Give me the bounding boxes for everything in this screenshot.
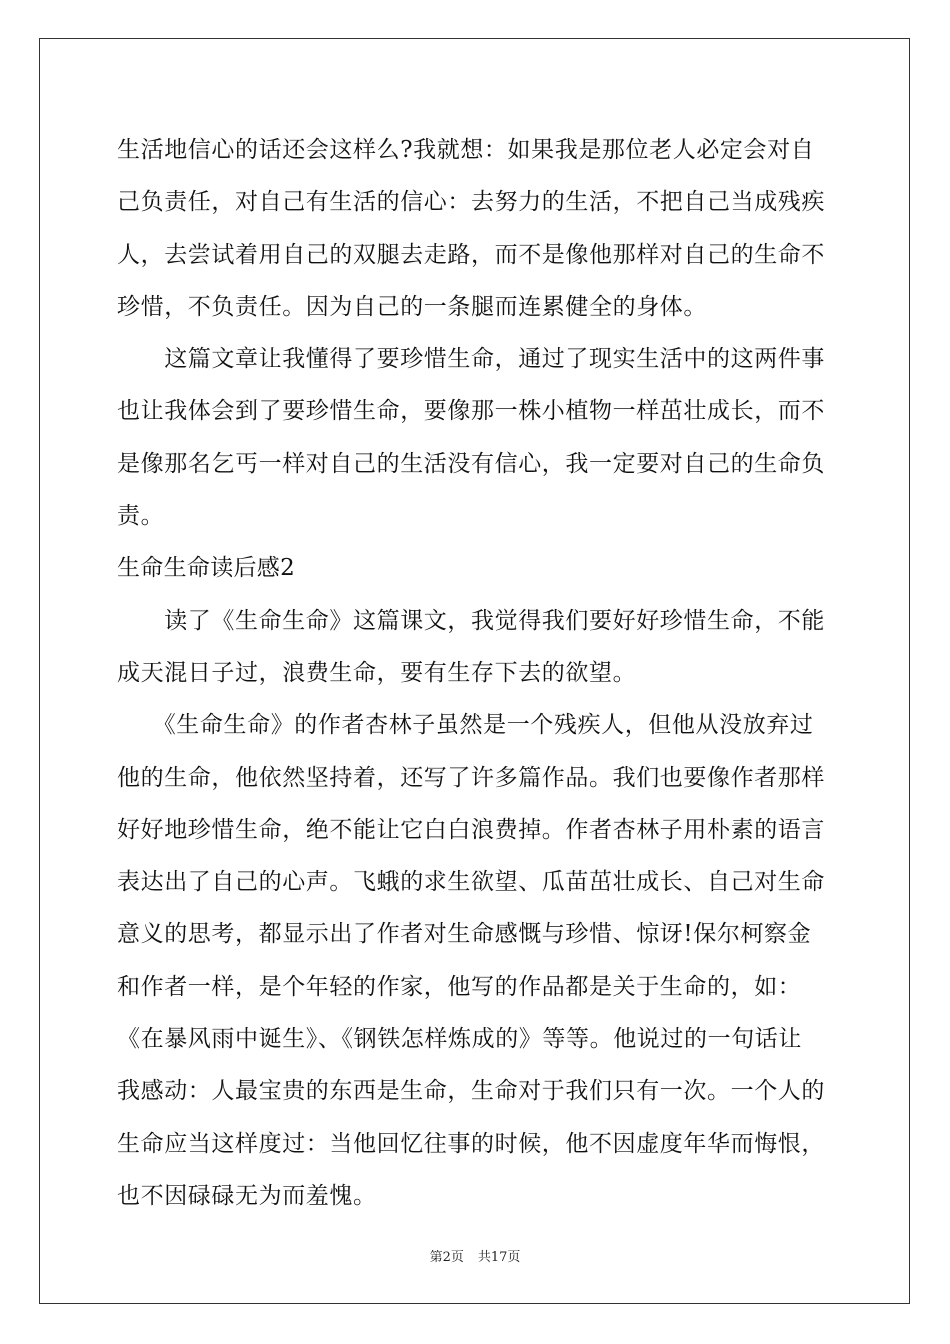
text-line: 是像那名乞丐一样对自己的生活没有信心，我一定要对自己的生命负: [117, 450, 825, 477]
paragraph: [117, 124, 833, 333]
text-line: 珍惜，不负责任。因为自己的一条腿而连累健全的身体。: [117, 293, 707, 320]
text-line: 《在暴风雨中诞生》、《钢铁怎样炼成的》等等。他说过的一句话让: [117, 1026, 802, 1053]
text-line: 这篇文章让我懂得了要珍惜生命，通过了现实生活中的这两件事: [117, 346, 825, 373]
document-body: [117, 124, 833, 1222]
text-line: 好好地珍惜生命，绝不能让它白白浪费掉。作者杏林子用朴素的语言: [117, 816, 825, 843]
paragraph: [117, 699, 833, 1222]
text-line: 我感动：人最宝贵的东西是生命，生命对于我们只有一次。一个人的: [117, 1078, 825, 1105]
page-number: 第2页: [429, 1250, 464, 1265]
text-line: 也让我体会到了要珍惜生命，要像那一株小植物一样茁壮成长，而不: [117, 398, 825, 425]
text-line: 他的生命，他依然坚持着，还写了许多篇作品。我们也要像作者那样: [117, 764, 825, 791]
text-line: 读了《生命生命》这篇课文，我觉得我们要好好珍惜生命，不能: [117, 607, 825, 634]
text-line: 生命应当这样度过：当他回忆往事的时候，他不因虚度年华而悔恨，: [117, 1130, 825, 1157]
text-line: 己负责任，对自己有生活的信心：去努力的生活，不把自己当成残疾: [117, 189, 825, 216]
text-line: 生活地信心的话还会这样么?我就想：如果我是那位老人必定会对自: [117, 137, 815, 163]
page-total: 共17页: [477, 1250, 521, 1265]
text-line: 和作者一样，是个年轻的作家，他写的作品都是关于生命的，如：: [117, 973, 802, 1000]
text-line: 成天混日子过，浪费生命，要有生存下去的欲望。: [117, 659, 637, 686]
text-line: 表达出了自己的心声。飞蛾的求生欲望、瓜苗茁壮成长、自己对生命: [117, 869, 825, 896]
text-line: 意义的思考，都显示出了作者对生命感慨与珍惜、惊讶!保尔柯察金: [117, 921, 812, 948]
text-line: 责。: [117, 503, 165, 530]
text-line: 也不因碌碌无为而羞愧。: [117, 1182, 377, 1209]
paragraph: [117, 595, 833, 700]
page-footer: [0, 1246, 950, 1265]
section-heading: 生命生命读后感2: [117, 555, 296, 582]
text-line: 人，去尝试着用自己的双腿去走路，而不是像他那样对自己的生命不: [117, 241, 825, 268]
paragraph: [117, 333, 833, 542]
text-line: 《生命生命》的作者杏林子虽然是一个残疾人，但他从没放弃过: [117, 712, 814, 739]
